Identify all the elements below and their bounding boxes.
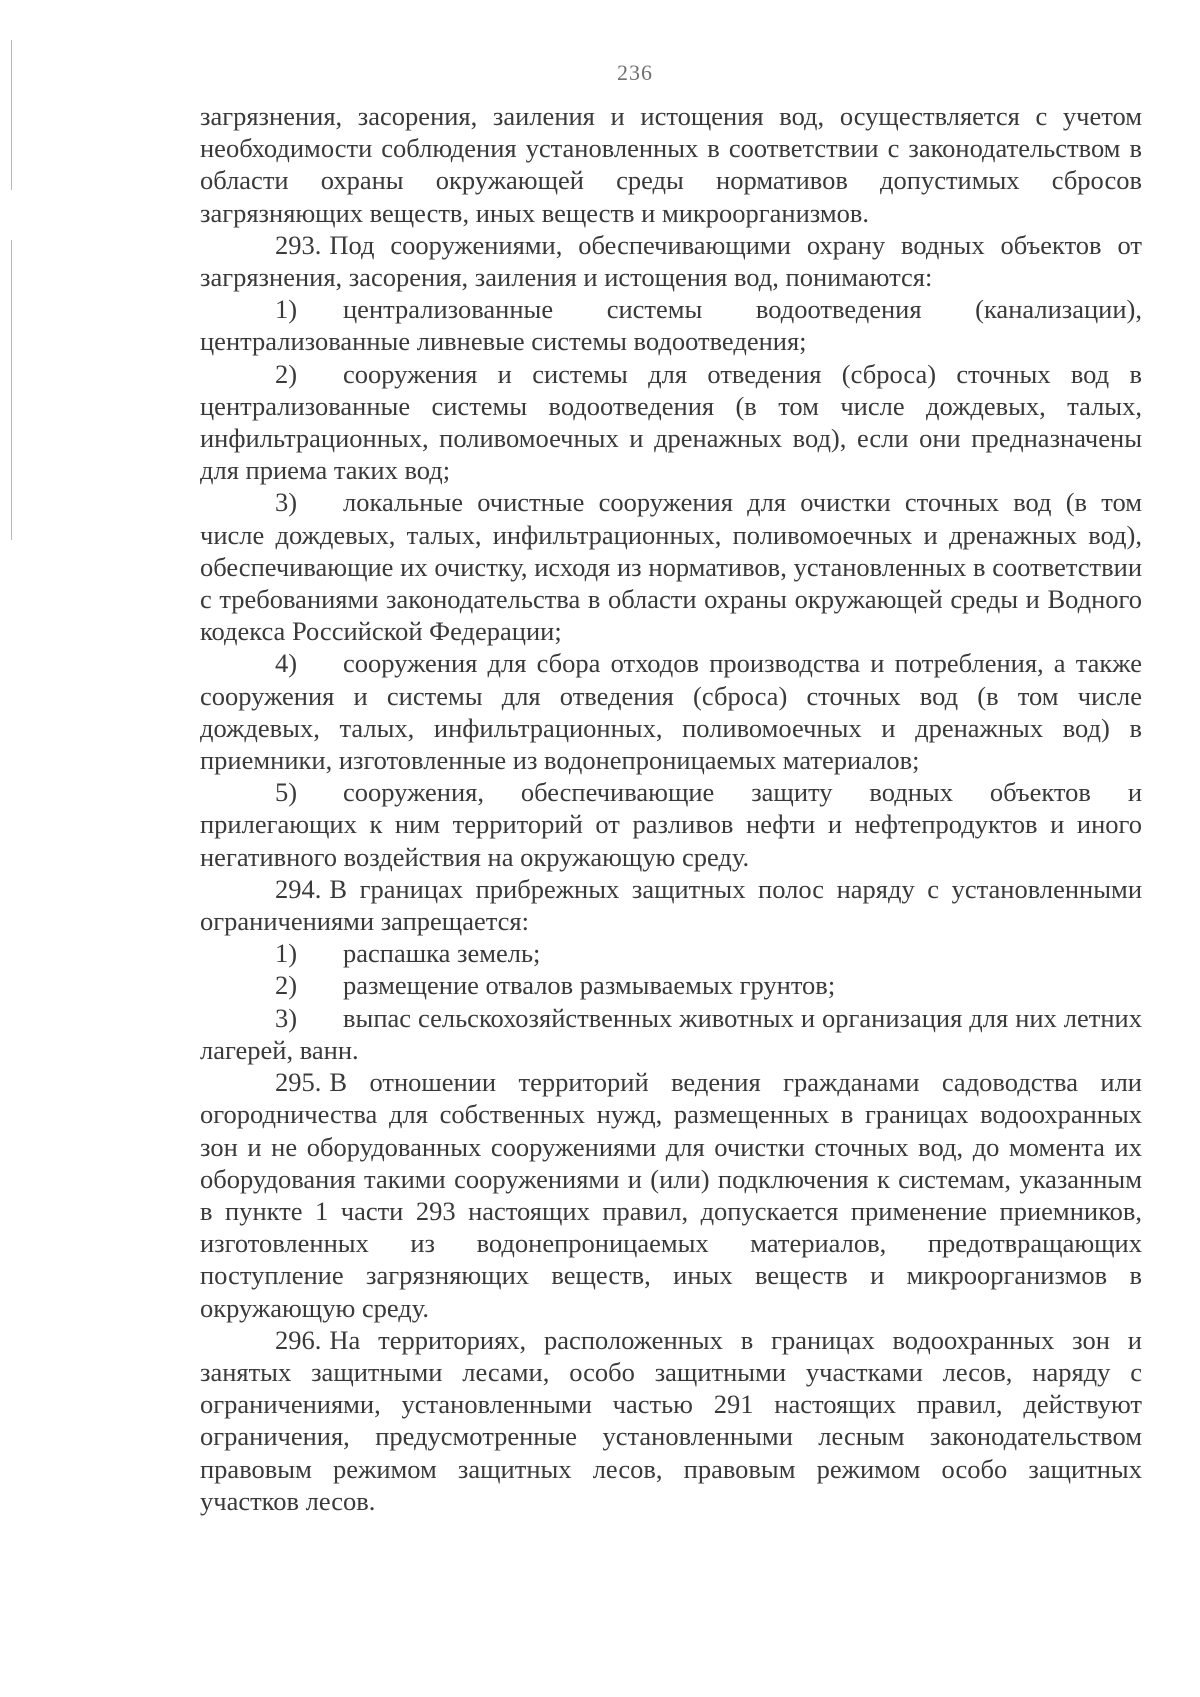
list-item-text: сооружения, обеспечивающие защиту водных объектов и прилегающих к ним территорий от разливов нефти и нефтепродуктов и иного негативного воздействия на окружающую среду. bbox=[200, 777, 1142, 872]
paragraph-293 bbox=[200, 229, 1142, 293]
paragraph-296 bbox=[200, 1324, 1142, 1517]
paragraph-text: На территориях, расположенных в границах водоохранных зон и занятых защитными лесами, особо защитными участками лесов, наряду с ограничениями, установленными частью 291 настоящих правил, действуют ограничения, предусмотренные установленными лесным законодательством правовым режимом защитных лесов, правовым режимом особо защитных участков лесов. bbox=[200, 1324, 1142, 1516]
paragraph-text: В отношении территорий ведения гражданами садоводства или огородничества для собственных нужд, размещенных в границах водоохранных зон и не оборудованных сооружениями для очистки сточных вод, до момента их оборудования такими сооружениями и (или) подключения к системам, указанным в пункте 1 части 293 настоящих правил, допускается применение приемников, изготовленных из водонепроницаемых материалов, предотвращающих поступление загрязняющих веществ, иных веществ и микроорганизмов в окружающую среду. bbox=[200, 1067, 1142, 1323]
list-item-text: размещение отвалов размываемых грунтов; bbox=[343, 970, 836, 1001]
list-item-number: 2) bbox=[275, 358, 298, 389]
list-item bbox=[200, 486, 1142, 647]
list-item bbox=[200, 937, 1142, 969]
paragraph-text: В границах прибрежных защитных полос наряду с установленными ограничениями запрещается: bbox=[200, 873, 1142, 937]
paragraph-295 bbox=[200, 1066, 1142, 1324]
list-item bbox=[200, 647, 1142, 776]
paragraph-number: 293. bbox=[275, 229, 322, 260]
list-item bbox=[200, 776, 1142, 873]
list-item bbox=[200, 969, 1142, 1001]
list-item-number: 5) bbox=[275, 777, 298, 808]
list-item-number: 3) bbox=[275, 487, 298, 518]
paragraph-number: 295. bbox=[275, 1067, 322, 1098]
list-item-text: локальные очистные сооружения для очистки сточных вод (в том числе дождевых, талых, инфильтрационных, поливомоечных и дренажных вод), обеспечивающие их очистку, исходя из нормативов, установленных в соответствии с требованиями законодательства в области охраны окружающей среды и Водного кодекса Российской Федерации; bbox=[200, 487, 1142, 647]
list-item bbox=[200, 358, 1142, 487]
paragraph-294 bbox=[200, 873, 1142, 937]
paragraph-number: 296. bbox=[275, 1324, 322, 1355]
list-item-text: сооружения для сбора отходов производства и потребления, а также сооружения и системы для отведения (сброса) сточных вод (в том числе дождевых, талых, инфильтрационных, поливомоечных и дренажных вод) в приемники, изготовленные из водонепроницаемых материалов; bbox=[200, 648, 1142, 776]
list-item-text: централизованные системы водоотведения (канализации), централизованные ливневые системы водоотведения; bbox=[200, 294, 1142, 357]
list-item bbox=[200, 293, 1142, 357]
list-item-number: 4) bbox=[275, 648, 298, 679]
list-item-text: выпас сельскохозяйственных животных и организация для них летних лагерей, ванн. bbox=[200, 1002, 1142, 1065]
paragraph-text: загрязнения, засорения, заиления и истощения вод, осуществляется с учетом необходимости соблюдения установленных в соответствии с законодательством в области охраны окружающей среды нормативов допустимых сбросов загрязняющих веществ, иных веществ и микроорганизмов. bbox=[200, 101, 1142, 228]
list-item-text: распашка земель; bbox=[343, 938, 541, 969]
paragraph-number: 294. bbox=[275, 873, 322, 904]
list-item-text: сооружения и системы для отведения (сброса) сточных вод в централизованные системы водоотведения (в том числе дождевых, талых, инфильтрационных, поливомоечных и дренажных вод), если они предназначены для приема таких вод; bbox=[200, 358, 1142, 486]
document-body bbox=[200, 100, 1142, 1517]
paragraph-text: Под сооружениями, обеспечивающими охрану водных объектов от загрязнения, засорения, заиления и истощения вод, понимаются: bbox=[200, 229, 1142, 293]
page-number: 236 bbox=[617, 60, 653, 85]
list-item-number: 2) bbox=[275, 970, 298, 1001]
paragraph-continuation bbox=[200, 100, 1142, 229]
list-item bbox=[200, 1002, 1142, 1066]
list-item-number: 1) bbox=[275, 938, 298, 969]
list-item-number: 1) bbox=[275, 294, 298, 325]
scan-edge-mark bbox=[11, 240, 12, 540]
list-item-number: 3) bbox=[275, 1002, 298, 1033]
